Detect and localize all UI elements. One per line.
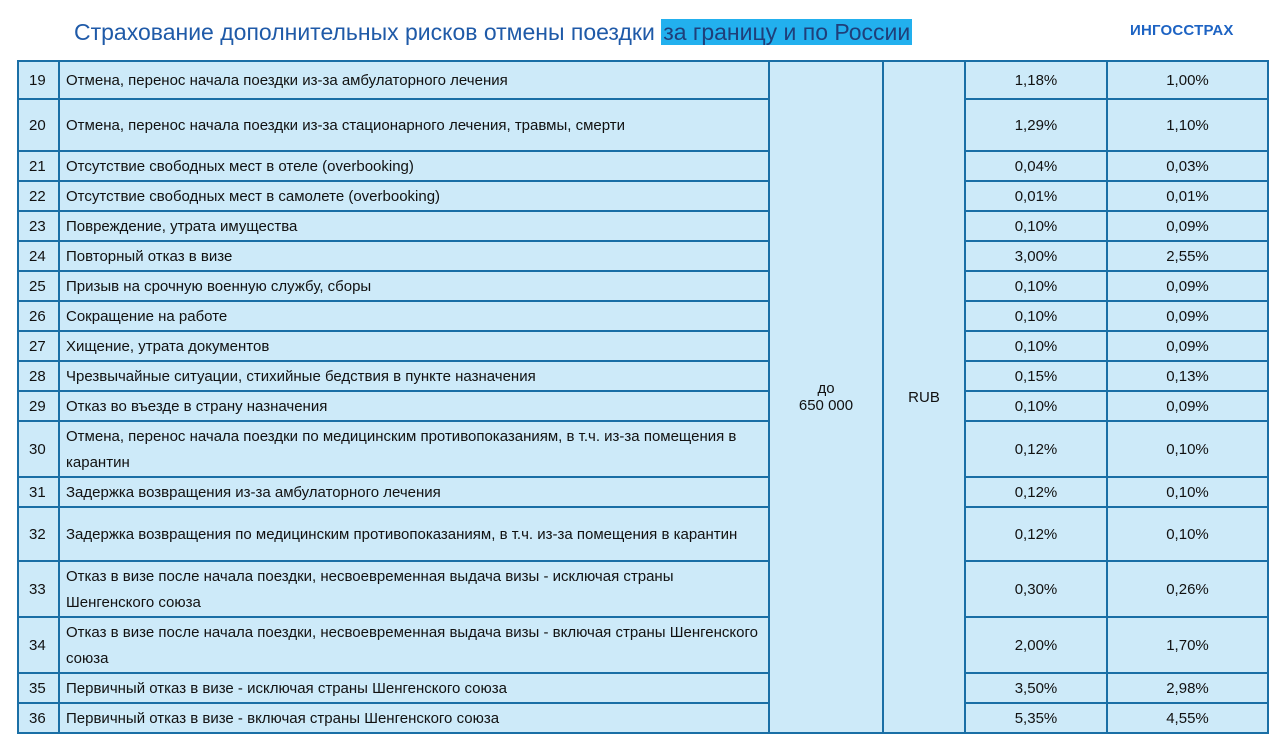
table-row [18,301,1268,331]
rate-1: 0,10% [965,211,1107,241]
rate-2: 2,55% [1107,241,1268,271]
rate-2: 1,00% [1107,61,1268,99]
risk-description: Призыв на срочную военную службу, сборы [59,271,769,301]
rate-1: 0,12% [965,507,1107,561]
row-number: 26 [18,301,59,331]
rate-2: 1,70% [1107,617,1268,673]
rate-1: 2,00% [965,617,1107,673]
table-row [18,561,1268,617]
rate-1: 0,01% [965,181,1107,211]
row-number: 24 [18,241,59,271]
rate-1: 1,18% [965,61,1107,99]
risk-description: Первичный отказ в визе - исключая страны Шенгенского союза [59,673,769,703]
table-row [18,673,1268,703]
table-row [18,421,1268,477]
rate-2: 0,09% [1107,211,1268,241]
row-number: 22 [18,181,59,211]
rate-2: 0,13% [1107,361,1268,391]
rate-2: 0,01% [1107,181,1268,211]
risk-description: Отказ во въезде в страну назначения [59,391,769,421]
rate-1: 0,10% [965,391,1107,421]
title-highlight[interactable]: за границу и по России [663,19,911,45]
rate-2: 0,26% [1107,561,1268,617]
rate-1: 0,15% [965,361,1107,391]
row-number: 27 [18,331,59,361]
table-row [18,507,1268,561]
rate-1: 0,12% [965,477,1107,507]
rate-2: 0,10% [1107,477,1268,507]
row-number: 20 [18,99,59,151]
rate-1: 3,00% [965,241,1107,271]
row-number: 30 [18,421,59,477]
rate-2: 0,09% [1107,331,1268,361]
ingosstrakh-logo: ИНГОССТРАХ [1130,22,1234,39]
table-row [18,477,1268,507]
insured-sum-value: 650 000 [798,397,854,414]
table-row [18,241,1268,271]
row-number: 35 [18,673,59,703]
row-number: 34 [18,617,59,673]
risk-description: Отмена, перенос начала поездки из-за стационарного лечения, травмы, смерти [59,99,769,151]
rate-2: 0,10% [1107,507,1268,561]
table-row [18,151,1268,181]
row-number: 36 [18,703,59,733]
table-row [18,703,1268,733]
row-number: 31 [18,477,59,507]
risk-description: Отсутствие свободных мест в самолете (overbooking) [59,181,769,211]
risk-description: Сокращение на работе [59,301,769,331]
rate-1: 0,04% [965,151,1107,181]
rate-1: 0,10% [965,331,1107,361]
table-row [18,271,1268,301]
risk-description: Чрезвычайные ситуации, стихийные бедствия в пункте назначения [59,361,769,391]
rate-1: 1,29% [965,99,1107,151]
risk-description: Отказ в визе после начала поездки, несвоевременная выдача визы - включая страны Шенгенского союза [59,617,769,673]
row-number: 33 [18,561,59,617]
risk-description: Отмена, перенос начала поездки по медицинским противопоказаниям, в т.ч. из-за помещения в карантин [59,421,769,477]
table-row [18,99,1268,151]
rate-2: 0,09% [1107,391,1268,421]
rate-1: 5,35% [965,703,1107,733]
risk-description: Отказ в визе после начала поездки, несвоевременная выдача визы - исключая страны Шенгенского союза [59,561,769,617]
table-row [18,211,1268,241]
row-number: 21 [18,151,59,181]
risk-description: Отсутствие свободных мест в отеле (overbooking) [59,151,769,181]
rate-2: 0,09% [1107,271,1268,301]
row-number: 19 [18,61,59,99]
row-number: 29 [18,391,59,421]
risk-description: Повреждение, утрата имущества [59,211,769,241]
rate-2: 0,09% [1107,301,1268,331]
rate-2: 1,10% [1107,99,1268,151]
risk-description: Повторный отказ в визе [59,241,769,271]
rate-1: 0,10% [965,301,1107,331]
rate-2: 2,98% [1107,673,1268,703]
rate-2: 0,10% [1107,421,1268,477]
rate-1: 0,30% [965,561,1107,617]
page-title [74,16,912,48]
risk-description: Задержка возвращения по медицинским противопоказаниям, в т.ч. из-за помещения в карантин [59,507,769,561]
rate-1: 0,12% [965,421,1107,477]
table-row [18,361,1268,391]
table-row [18,61,1268,99]
insured-sum-prefix: до [817,380,835,397]
currency-cell: RUB [883,61,965,733]
table-row [18,391,1268,421]
row-number: 32 [18,507,59,561]
rate-2: 0,03% [1107,151,1268,181]
risks-table-body [18,61,1268,733]
insured-sum-cell [769,61,883,733]
row-number: 25 [18,271,59,301]
risk-description: Хищение, утрата документов [59,331,769,361]
title-main: Страхование дополнительных рисков отмены поездки [74,19,662,45]
risks-table [17,60,1269,734]
rate-1: 0,10% [965,271,1107,301]
risk-description: Первичный отказ в визе - включая страны Шенгенского союза [59,703,769,733]
table-row [18,181,1268,211]
row-number: 23 [18,211,59,241]
table-row [18,617,1268,673]
table-row [18,331,1268,361]
rate-1: 3,50% [965,673,1107,703]
rate-2: 4,55% [1107,703,1268,733]
risk-description: Задержка возвращения из-за амбулаторного лечения [59,477,769,507]
risk-description: Отмена, перенос начала поездки из-за амбулаторного лечения [59,61,769,99]
row-number: 28 [18,361,59,391]
